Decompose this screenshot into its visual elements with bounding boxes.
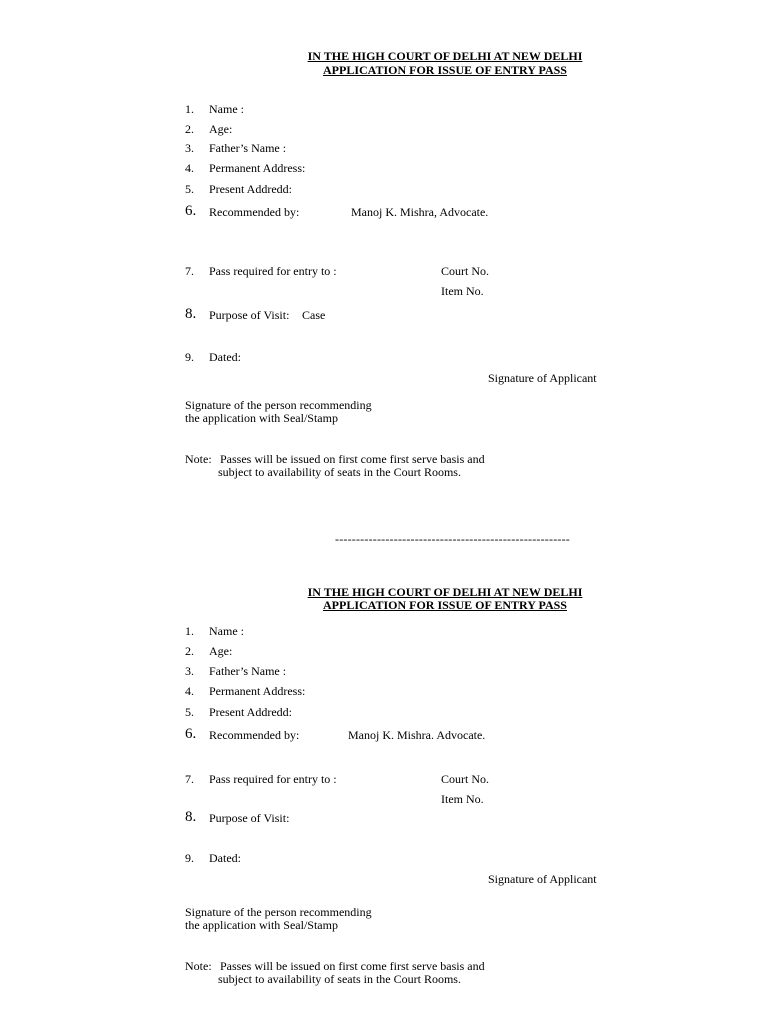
item-number: 1. [185, 102, 194, 116]
note-line-2: subject to availability of seats in the Court Rooms. [218, 972, 461, 986]
item-number: 5. [185, 705, 194, 719]
item-number: 7. [185, 772, 194, 786]
form-separator: -------------------------------------------------------- [335, 532, 570, 546]
item-number: 5. [185, 182, 194, 196]
permanent-address-label: Permanent Address: [209, 684, 306, 698]
fathers-name-label: Father’s Name : [209, 141, 287, 155]
permanent-address-label: Permanent Address: [209, 161, 306, 175]
item-number: 1. [185, 624, 194, 638]
fathers-name-label: Father’s Name : [209, 664, 287, 678]
item-number: 8. [185, 809, 197, 825]
pass-required-label: Pass required for entry to : [209, 772, 337, 786]
signature-of-applicant: Signature of Applicant [488, 872, 597, 886]
item-number: 6. [185, 203, 197, 219]
age-label: Age: [209, 644, 233, 658]
signature-of-applicant: Signature of Applicant [488, 371, 597, 385]
form-title-line-1: IN THE HIGH COURT OF DELHI AT NEW DELHI [307, 585, 583, 599]
signature-recommending-line-1: Signature of the person recommending [185, 398, 372, 412]
item-number: 4. [185, 161, 194, 175]
item-number: 2. [185, 644, 194, 658]
recommended-by-label: Recommended by: [209, 728, 300, 742]
note-label: Note: [185, 959, 212, 973]
item-number: 6. [185, 726, 197, 742]
court-no-label: Court No. [441, 264, 489, 278]
signature-recommending-line-2: the application with Seal/Stamp [185, 918, 338, 932]
note-label: Note: [185, 452, 212, 466]
item-number: 7. [185, 264, 194, 278]
dated-label: Dated: [209, 851, 241, 865]
court-no-label: Court No. [441, 772, 489, 786]
item-number: 9. [185, 851, 194, 865]
purpose-of-visit-label: Purpose of Visit: [209, 308, 290, 322]
name-label: Name : [209, 102, 244, 116]
item-number: 8. [185, 306, 197, 322]
recommended-by-label: Recommended by: [209, 205, 300, 219]
form-title-line-2: APPLICATION FOR ISSUE OF ENTRY PASS [323, 598, 567, 612]
item-number: 9. [185, 350, 194, 364]
present-address-label: Present Addredd: [209, 705, 292, 719]
recommended-by-value: Manoj K. Mishra. Advocate. [348, 728, 486, 742]
form-title-line-1: IN THE HIGH COURT OF DELHI AT NEW DELHI [307, 49, 583, 63]
name-label: Name : [209, 624, 244, 638]
item-number: 3. [185, 141, 194, 155]
present-address-label: Present Addredd: [209, 182, 292, 196]
note-line-2: subject to availability of seats in the Court Rooms. [218, 465, 461, 479]
note-line-1: Passes will be issued on first come first serve basis and [220, 452, 485, 466]
signature-recommending-line-1: Signature of the person recommending [185, 905, 372, 919]
purpose-of-visit-label: Purpose of Visit: [209, 811, 290, 825]
dated-label: Dated: [209, 350, 241, 364]
form-title-line-2: APPLICATION FOR ISSUE OF ENTRY PASS [323, 63, 567, 77]
note-line-1: Passes will be issued on first come first serve basis and [220, 959, 485, 973]
pass-required-label: Pass required for entry to : [209, 264, 337, 278]
purpose-of-visit-value: Case [302, 308, 326, 322]
recommended-by-value: Manoj K. Mishra, Advocate. [351, 205, 489, 219]
signature-recommending-line-2: the application with Seal/Stamp [185, 411, 338, 425]
age-label: Age: [209, 122, 233, 136]
item-number: 2. [185, 122, 194, 136]
item-no-label: Item No. [441, 792, 484, 806]
item-number: 4. [185, 684, 194, 698]
item-no-label: Item No. [441, 284, 484, 298]
item-number: 3. [185, 664, 194, 678]
